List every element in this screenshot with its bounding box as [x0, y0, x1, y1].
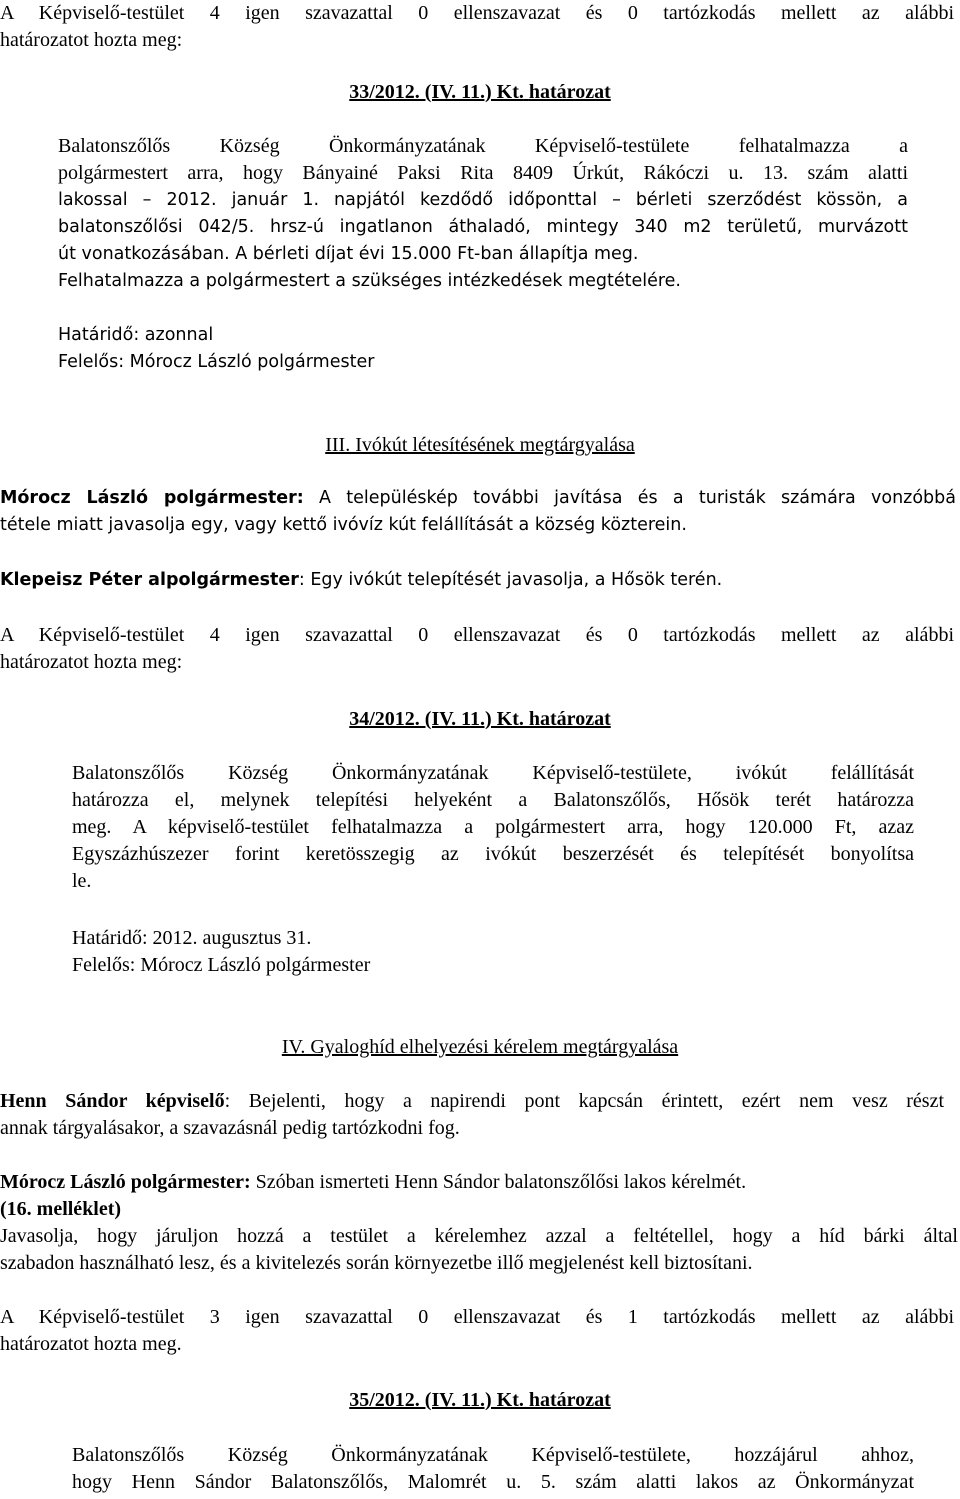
speaker-text: A településkép további javítása és a turisták számára vonzóbbá	[303, 488, 956, 508]
resolution-word: határozat	[528, 81, 611, 103]
section-3-title: III. Ivókút létesítésének megtárgyalása	[325, 434, 635, 456]
resolution-line: meg. A képviselő-testület felhatalmazza a polgármestert arra, hogy 120.000 Ft, azaz	[72, 816, 914, 838]
vote-line: határozatot hozta meg:	[0, 651, 183, 673]
speaker-text: : Egy ivókút telepítését javasolja, a Hősök terén.	[298, 570, 723, 590]
resolution-35-title: 35/2012. (IV. 11.) Kt. határozat	[349, 1389, 611, 1411]
paragraph-line	[0, 567, 956, 594]
speaker-name: Klepeisz Péter alpolgármester	[0, 570, 299, 590]
vote-line: A Képviselő-testület 4 igen szavazattal 0 ellenszavazat és 0 tartózkodás mellett az alábbi	[0, 2, 954, 24]
resolution-line: polgármestert arra, hogy Bányainé Paksi Rita 8409 Úrkút, Rákóczi u. 13. szám alatti	[58, 162, 908, 184]
paragraph-line: tétele miatt javasolja egy, vagy kettő ivóvíz kút felállítását a község közterein.	[0, 515, 687, 535]
paragraph-line: szabadon használható lesz, és a kivitelezés során környezetbe illő megjelenést kell biztosítani.	[0, 1252, 753, 1274]
resolution-line: Balatonszőlős Község Önkormányzatának Képviselő-testülete, ivókút felállítását	[72, 762, 914, 784]
resolution-33-title	[0, 79, 960, 106]
section-4-paragraph-1	[0, 1088, 944, 1142]
vote-statement-3	[0, 1304, 954, 1358]
resolution-line: út vonatkozásában. A bérleti díjat évi 15.000 Ft-ban állapítja meg.	[58, 244, 639, 264]
deadline: Határidő: azonnal	[58, 325, 214, 345]
resolution-line: Balatonszőlős Község Önkormányzatának Képviselő-testülete felhatalmazza a	[58, 135, 908, 157]
responsible: Felelős: Mórocz László polgármester	[58, 352, 375, 372]
vote-line: határozatot hozta meg.	[0, 1333, 182, 1355]
resolution-number: 33/2012. (IV. 11.) Kt.	[349, 81, 524, 103]
resolution-line: határozza el, melynek telepítési helyeként a Balatonszőlős, Hősök terét határozza	[72, 789, 914, 811]
vote-line: határozatot hozta meg:	[0, 29, 183, 51]
resolution-34-meta	[72, 925, 914, 979]
resolution-line: Egyszázhúszezer forint keretösszegig az ivókút beszerzését és telepítését bonyolítsa	[72, 843, 914, 865]
paragraph-line	[0, 1088, 944, 1115]
resolution-33-text-sans	[58, 187, 908, 295]
speaker-name: Mórocz László polgármester:	[0, 1171, 251, 1193]
resolution-line: le.	[72, 870, 92, 892]
section-4-paragraph-2	[0, 1169, 958, 1277]
resolution-line: lakossal – 2012. január 1. napjától kezdődő időponttal – bérleti szerződést kössön, a	[58, 190, 908, 210]
speaker-text: Szóban ismerteti Henn Sándor balatonszőlősi lakos kérelmét.	[250, 1171, 747, 1193]
annex-reference: (16. melléklet)	[0, 1198, 122, 1220]
resolution-line: hogy Henn Sándor Balatonszőlős, Malomrét u. 5. szám alatti lakos az Önkormányzat	[72, 1471, 914, 1493]
resolution-35-text	[72, 1442, 914, 1496]
resolution-34-title: 34/2012. (IV. 11.) Kt. határozat	[349, 708, 611, 730]
paragraph-line	[0, 485, 956, 512]
resolution-33-meta	[58, 322, 908, 376]
section-3-paragraph-2	[0, 567, 956, 594]
speaker-text: : Bejelenti, hogy a napirendi pont kapcsán érintett, ezért nem vesz részt	[224, 1090, 945, 1112]
speaker-name: Henn Sándor képviselő	[0, 1090, 225, 1112]
paragraph-line: Javasolja, hogy járuljon hozzá a testület a kérelemhez azzal a feltétellel, hogy a híd bárki által	[0, 1225, 958, 1247]
resolution-line: Balatonszőlős Község Önkormányzatának Képviselő-testülete, hozzájárul ahhoz,	[72, 1444, 914, 1466]
speaker-name: Mórocz László polgármester:	[0, 488, 304, 508]
resolution-line: Felhatalmazza a polgármestert a szükséges intézkedések megtételére.	[58, 271, 681, 291]
section-4-title: IV. Gyaloghíd elhelyezési kérelem megtárgyalása	[281, 1036, 679, 1058]
resolution-34-text	[72, 760, 914, 895]
vote-statement-2	[0, 622, 954, 676]
resolution-line: balatonszőlősi 042/5. hrsz-ú ingatlanon áthaladó, mintegy 340 m2 területű, murvázott	[58, 217, 908, 237]
paragraph-line: annak tárgyalásakor, a szavazásnál pedig tartózkodni fog.	[0, 1117, 460, 1139]
section-3-paragraph-1	[0, 485, 956, 539]
deadline: Határidő: 2012. augusztus 31.	[72, 927, 312, 949]
responsible: Felelős: Mórocz László polgármester	[72, 954, 371, 976]
resolution-33-text-serif	[58, 133, 908, 187]
vote-statement-1	[0, 0, 954, 54]
vote-line: A Képviselő-testület 3 igen szavazattal 0 ellenszavazat és 1 tartózkodás mellett az alábbi	[0, 1306, 954, 1328]
vote-line: A Képviselő-testület 4 igen szavazattal 0 ellenszavazat és 0 tartózkodás mellett az alábbi	[0, 624, 954, 646]
paragraph-line	[0, 1169, 958, 1196]
